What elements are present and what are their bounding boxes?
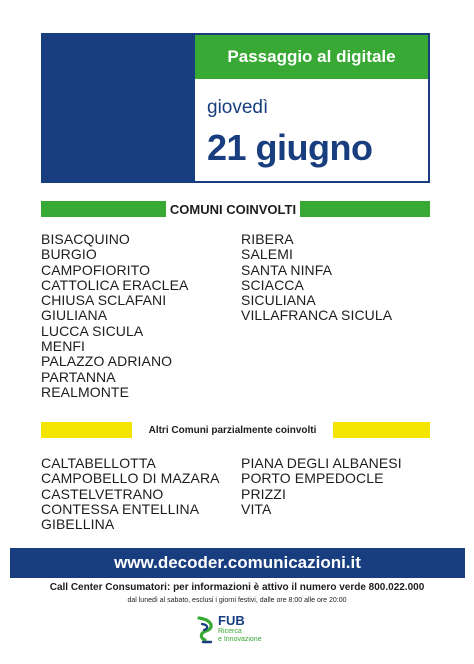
header-color-block bbox=[41, 33, 194, 183]
digital-transition-banner: Passaggio al digitale bbox=[195, 35, 428, 79]
municipality-item: PALAZZO ADRIANO bbox=[41, 353, 173, 370]
logo-tagline-line1: Ricerca bbox=[218, 628, 242, 635]
fub-logo-name: FUB bbox=[218, 613, 245, 628]
fub-logo-tagline bbox=[218, 628, 262, 643]
secondary-list-left bbox=[41, 456, 220, 532]
primary-section-title: COMUNI COINVOLTI bbox=[166, 201, 300, 217]
municipality-item: CATTOLICA ERACLEA bbox=[41, 276, 189, 293]
municipality-item: BURGIO bbox=[41, 246, 97, 263]
municipality-item: PARTANNA bbox=[41, 368, 116, 385]
municipality-item: CALTABELLOTTA bbox=[41, 455, 156, 471]
municipality-item: PIANA DEGLI ALBANESI bbox=[241, 455, 402, 471]
logo-tagline-line2: e Innovazione bbox=[218, 635, 262, 643]
secondary-list-right bbox=[241, 456, 402, 517]
municipality-item: GIBELLINA bbox=[41, 516, 115, 533]
municipality-item: VILLAFRANCA SICULA bbox=[241, 307, 393, 324]
date-box bbox=[193, 33, 430, 183]
municipality-item: CHIUSA SCLAFANI bbox=[41, 292, 167, 309]
municipality-item: CAMPOBELLO DI MAZARA bbox=[41, 470, 220, 487]
municipality-item: SCIACCA bbox=[241, 276, 304, 293]
primary-list-right bbox=[241, 232, 392, 324]
municipality-item: PORTO EMPEDOCLE bbox=[241, 470, 384, 487]
municipality-item: VITA bbox=[241, 500, 272, 517]
secondary-section-title: Altri Comuni parzialmente coinvolti bbox=[132, 422, 333, 438]
website-banner: www.decoder.comunicazioni.it bbox=[10, 548, 465, 578]
municipality-item: RIBERA bbox=[241, 231, 294, 247]
municipality-item: LUCCA SICULA bbox=[41, 322, 144, 339]
opening-hours: dal lunedì al sabato, esclusi i giorni festivi, dalle ore 8:00 alle ore 20:00 bbox=[127, 597, 347, 604]
fub-logo bbox=[196, 612, 276, 646]
call-center-info: Call Center Consumatori: per informazioni è attivo il numero verde 800.022.000 bbox=[49, 582, 425, 593]
municipality-item: CAMPOFIORITO bbox=[41, 261, 151, 278]
municipality-item: SICULIANA bbox=[241, 292, 316, 309]
weekday-label: giovedì bbox=[207, 97, 269, 118]
municipality-item: GIULIANA bbox=[41, 307, 108, 324]
primary-list-left bbox=[41, 232, 188, 400]
date-label: 21 giugno bbox=[207, 127, 373, 168]
municipality-item: SANTA NINFA bbox=[241, 261, 333, 278]
municipality-item: BISACQUINO bbox=[41, 231, 130, 247]
municipality-item: CASTELVETRANO bbox=[41, 485, 164, 502]
municipality-item: CONTESSA ENTELLINA bbox=[41, 500, 200, 517]
secondary-section-header bbox=[41, 422, 430, 438]
municipality-item: SALEMI bbox=[241, 246, 293, 263]
fub-swirl-logo-icon bbox=[196, 615, 218, 645]
municipality-item: MENFI bbox=[41, 338, 86, 355]
municipality-item: REALMONTE bbox=[41, 383, 130, 400]
primary-section-header bbox=[41, 201, 430, 217]
municipality-item: PRIZZI bbox=[241, 485, 286, 502]
